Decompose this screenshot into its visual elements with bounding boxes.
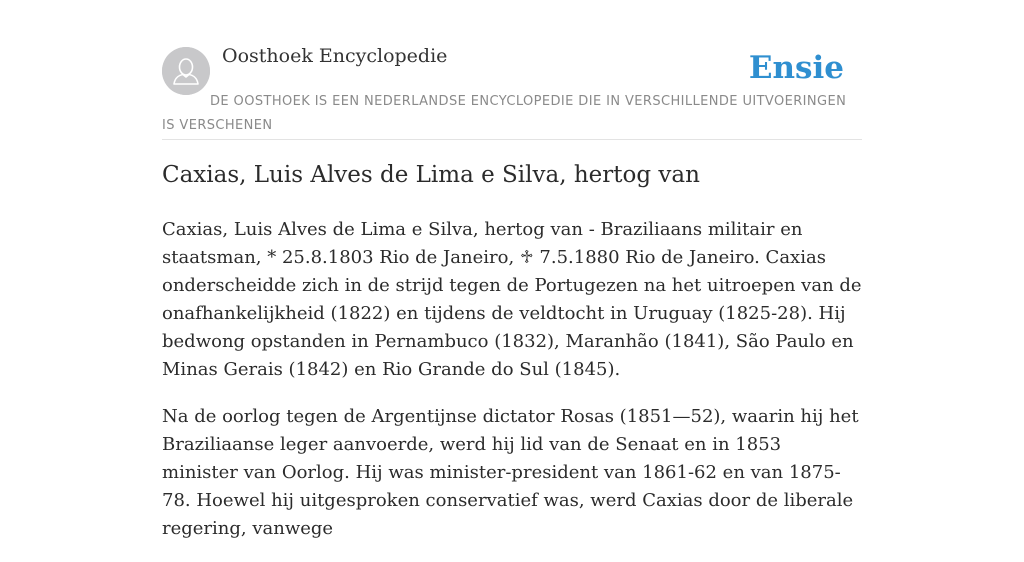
article-title: Caxias, Luis Alves de Lima e Silva, hertog van: [162, 162, 700, 188]
source-name-link[interactable]: Oosthoek Encyclopedie: [222, 45, 448, 67]
source-header: [162, 0, 862, 140]
source-tagline: DE OOSTHOEK IS EEN NEDERLANDSE ENCYCLOPEDIE DIE IN VERSCHILLENDE UITVOERINGEN IS VERSCHENEN: [162, 94, 847, 133]
article-body: [162, 216, 862, 562]
article-paragraph: Na de oorlog tegen de Argentijnse dictator Rosas (1851—52), waarin hij het Braziliaanse leger aanvoerde, werd hij lid van de Senaat en in 1853 minister van Oorlog. Hij was minister-president van 1861-62 en van 1875-78. Hoewel hij uitgesproken conservatief was, werd Caxias door de liberale regering, vanwege: [162, 406, 859, 539]
article-paragraph: Caxias, Luis Alves de Lima e Silva, hertog van - Braziliaans militair en staatsman, * 25.8.1803 Rio de Janeiro, ♱ 7.5.1880 Rio de Janeiro. Caxias onderscheidde zich in de strijd tegen de Portugezen na het uitroepen van de onafhankelijkheid (1822) en tijdens de veldtocht in Uruguay (1825-28). Hij bedwong opstanden in Pernambuco (1832), Maranhão (1841), São Paulo en Minas Gerais (1842) en Rio Grande do Sul (1845).: [162, 219, 862, 380]
ensie-logo[interactable]: Ensie: [748, 50, 844, 86]
source-avatar[interactable]: [162, 47, 210, 95]
user-silhouette-icon: [162, 47, 210, 95]
content-container: [162, 0, 862, 539]
